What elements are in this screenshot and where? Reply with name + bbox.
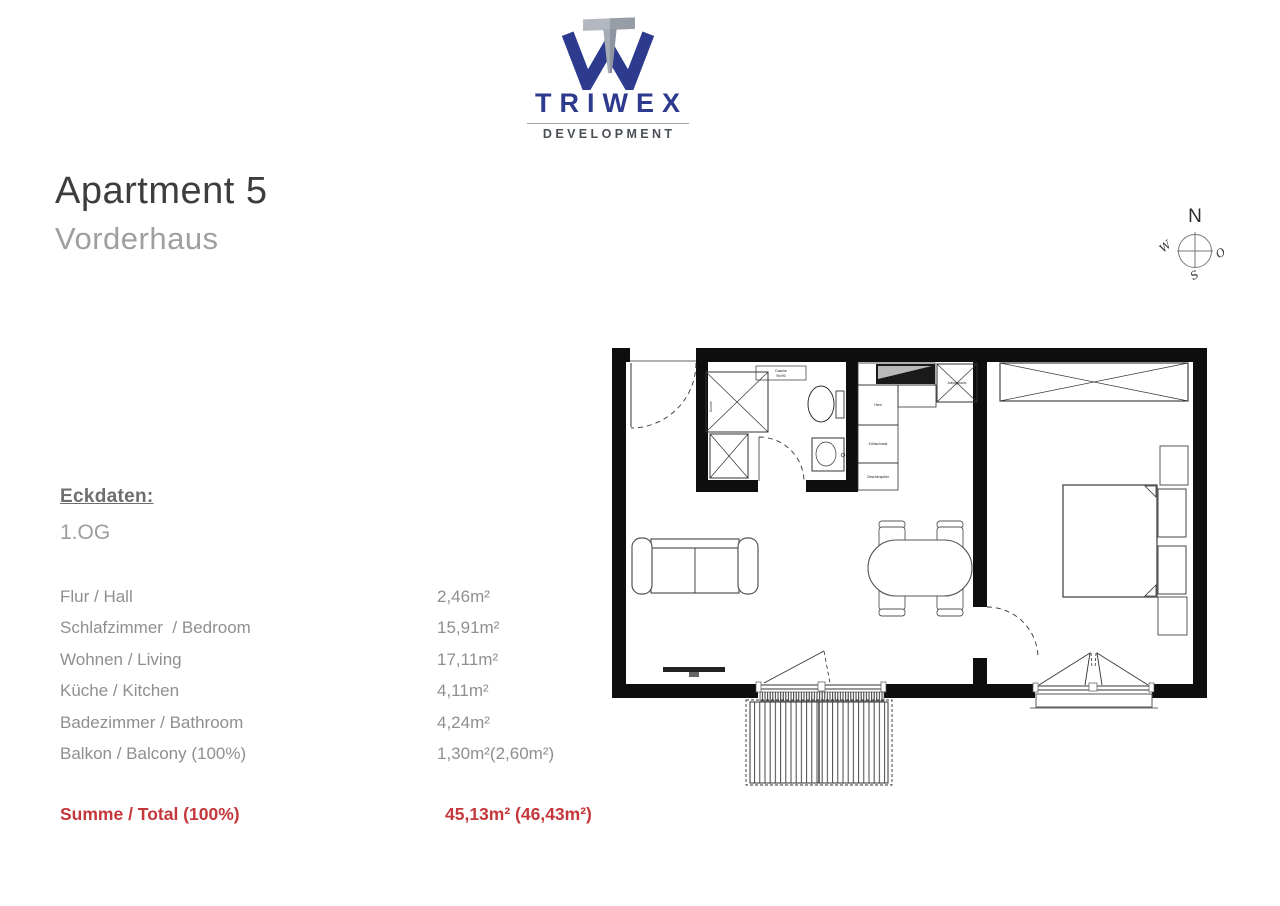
- shower-label: Dusche: [709, 401, 713, 412]
- room-label: Balkon / Balcony (100%): [60, 744, 247, 764]
- room-label: Badezimmer / Bathroom: [60, 712, 244, 732]
- table-row: [60, 649, 620, 680]
- header: [55, 170, 268, 257]
- shower-note-line2: 90x90: [776, 374, 786, 378]
- brand-logo: [520, 12, 695, 141]
- bedroom-door: [987, 607, 1038, 658]
- room-label: Flur / Hall: [60, 587, 133, 606]
- floor-label: 1.OG: [60, 521, 111, 544]
- table-row: [60, 680, 620, 711]
- sink: [812, 438, 845, 471]
- bedroom-window: [1030, 653, 1158, 708]
- washing-machine: [710, 434, 748, 478]
- balcony: [746, 651, 892, 785]
- elevator-shaft: [937, 364, 977, 402]
- eckdaten-heading: Eckdaten:: [60, 486, 154, 507]
- page-title: Apartment 5: [55, 170, 268, 212]
- window-sill: [1036, 694, 1152, 707]
- table-row: [60, 617, 620, 648]
- shower: [706, 372, 768, 432]
- wardrobe: [1000, 363, 1188, 401]
- shower-note: [756, 366, 806, 380]
- brand-rule: [527, 123, 689, 124]
- room-area: 1,30m²(2,60m²): [437, 744, 555, 764]
- kitchen-sideboard: [876, 364, 935, 384]
- fridge-label: Kühlschrank: [868, 442, 888, 446]
- shower-note-line1: Dusche: [775, 369, 787, 373]
- total-label: Summe / Total (100%): [60, 804, 240, 824]
- bed: [1063, 485, 1186, 597]
- triwex-logo-icon: [560, 12, 656, 90]
- brand-name: TRIWEX: [535, 88, 688, 118]
- bathroom-door: [759, 437, 804, 481]
- tv: [663, 667, 725, 677]
- nightstand: [1160, 446, 1188, 485]
- total-area: 45,13m² (46,43m²): [445, 804, 592, 824]
- room-table: [60, 586, 620, 775]
- bedroom-furniture: [1000, 363, 1188, 635]
- room-area: 17,11m²: [437, 649, 499, 669]
- elevator-label: Aufzugsraum: [947, 381, 967, 385]
- compass-east-label: O: [1213, 245, 1229, 262]
- dishwasher-label: Geschirrspüler: [866, 475, 890, 479]
- pillow: [1158, 546, 1186, 594]
- compass-north-label: N: [1188, 206, 1202, 227]
- brand-tagline: DEVELOPMENT: [542, 127, 676, 141]
- bathroom: [706, 366, 845, 481]
- room-area: 4,11m²: [437, 681, 489, 701]
- total-row: [60, 804, 592, 825]
- room-label: Küche / Kitchen: [60, 681, 180, 701]
- dining-set: [868, 521, 972, 616]
- stove-label: Herd: [874, 403, 882, 407]
- room-area: 4,24m²: [437, 712, 490, 732]
- compass-icon: [1145, 196, 1240, 291]
- balcony-door: [756, 651, 886, 692]
- sofa: [632, 538, 758, 594]
- living-furniture: [632, 521, 972, 677]
- floorplan-drawing: [600, 340, 1220, 800]
- page-subtitle: Vorderhaus: [55, 221, 219, 256]
- entrance-door: [630, 361, 696, 428]
- room-label: Schlafzimmer / Bedroom: [60, 618, 251, 638]
- nightstand: [1158, 597, 1187, 635]
- pillow: [1158, 489, 1186, 537]
- room-label: Wohnen / Living: [60, 649, 182, 669]
- room-area: 2,46m²: [437, 587, 490, 606]
- table-row: [60, 586, 620, 617]
- eckdaten-section: [60, 486, 154, 545]
- kitchen: [858, 363, 936, 490]
- table-row: [60, 712, 620, 743]
- dining-table: [868, 540, 972, 596]
- room-area: 15,91m²: [437, 618, 500, 638]
- toilet: [808, 386, 844, 422]
- table-row: [60, 743, 620, 774]
- compass-west-label: W: [1156, 238, 1174, 256]
- compass-south-label: S: [1188, 267, 1202, 283]
